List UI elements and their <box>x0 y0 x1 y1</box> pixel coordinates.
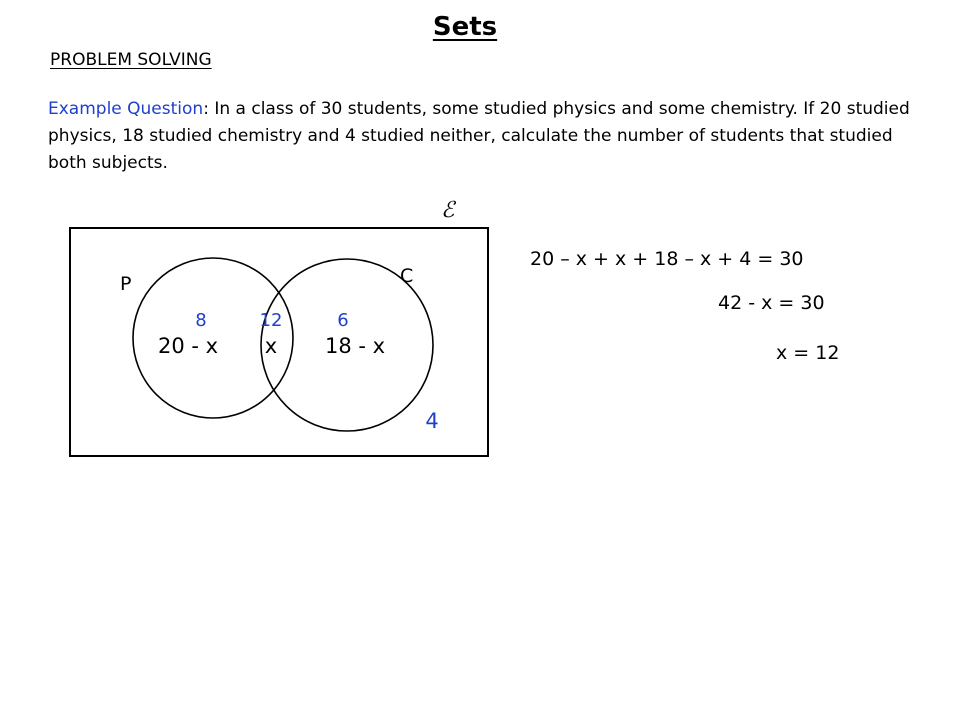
p-only-expression: 20 - x <box>157 334 219 358</box>
equation-line-3: x = 12 <box>776 342 840 364</box>
example-question <box>48 96 928 177</box>
venn-diagram <box>68 226 492 462</box>
c-only-value: 6 <box>337 310 349 331</box>
universal-set-symbol: ℰ <box>441 198 455 223</box>
equation-line-1: 20 – x + x + 18 – x + 4 = 30 <box>530 248 804 270</box>
equation-line-2: 42 - x = 30 <box>718 292 825 314</box>
set-p-label: P <box>120 273 132 295</box>
c-only-expression: 18 - x <box>324 334 386 358</box>
both-expression: x <box>264 334 278 358</box>
set-c-label: C <box>400 265 414 287</box>
neither-value: 4 <box>425 409 439 433</box>
p-only-value: 8 <box>195 310 207 331</box>
question-label: Example Question <box>48 99 204 119</box>
both-value: 12 <box>259 310 283 331</box>
section-subtitle: PROBLEM SOLVING <box>50 50 212 70</box>
page-title: Sets <box>432 12 498 42</box>
question-text: : In a class of 30 students, some studied physics and some chemistry. If 20 studied physics, 18 studied chemistry and 4 studied neither, calculate the number of students that studied both subjects. <box>48 99 910 173</box>
